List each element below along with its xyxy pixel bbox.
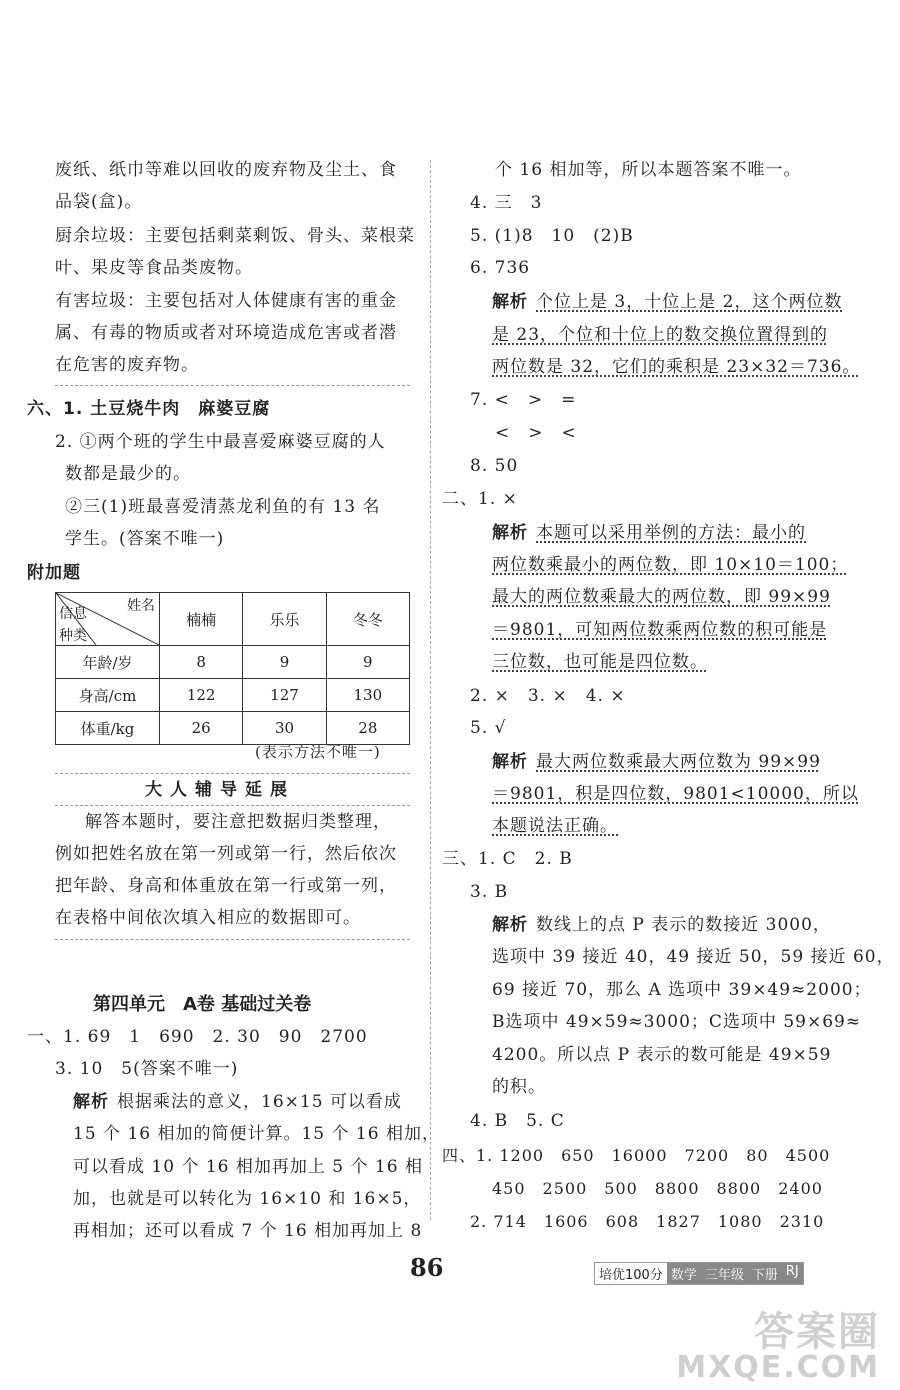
- answer-six-1: 六、1. 土豆烧牛肉 麻婆豆腐: [27, 399, 271, 419]
- table-cell: 9: [326, 646, 409, 679]
- explanation-line: [492, 747, 821, 777]
- table-header-cell: 冬冬: [326, 593, 409, 646]
- answer-one-3: 3. 10 5(答案不唯一): [55, 1059, 239, 1079]
- explanation-line: 的积。: [492, 1077, 546, 1097]
- book-name: 培优100分: [599, 1268, 663, 1283]
- answer-two-1: 二、1. ×: [442, 489, 518, 509]
- divider: [55, 385, 410, 386]
- answer-6: 6. 736: [470, 258, 531, 278]
- explanation-text: 数线上的点 P 表示的数接近 3000，: [536, 915, 831, 935]
- table-cell: 9: [243, 646, 326, 679]
- answer-three-3: 3. B: [470, 882, 509, 902]
- explanation-text: 个位上是 3，十位上是 2，这个两位数: [536, 292, 843, 312]
- explanation-line: [492, 518, 806, 548]
- answer-six-2: 2. ①两个班的学生中最喜爱麻婆豆腐的人: [55, 432, 386, 452]
- table-cell: 122: [160, 679, 243, 712]
- explanation-label: 解析: [492, 915, 528, 935]
- explanation-label: 解析: [492, 752, 528, 772]
- book-subject: 数学: [667, 1263, 701, 1284]
- explanation-line: 69 接近 70，那么 A 选项中 39×49≈2000；: [492, 980, 872, 1000]
- explanation-line: 加，也就是可以转化为 16×10 和 16×5，: [73, 1189, 422, 1209]
- answer-six-2-cont: 数都是最少的。: [65, 464, 191, 484]
- adult-guide-title: 大人辅导延展: [145, 780, 295, 800]
- answer-four-1: 四、1. 1200 650 16000 7200 80 4500: [442, 1146, 831, 1165]
- book-label: [594, 1262, 804, 1285]
- explanation-line: 可以看成 10 个 16 相加再加上 5 个 16 相: [73, 1157, 423, 1177]
- adult-guide-line: 在表格中间依次填入相应的数据即可。: [55, 908, 361, 928]
- explanation-line: [492, 287, 842, 317]
- explanation-line: 15 个 16 相加的简便计算。15 个 16 相加，: [73, 1124, 440, 1144]
- explanation-line: B选项中 49×59≈3000；C选项中 59×69≈: [492, 1012, 862, 1032]
- text-line: 属、有毒的物质或者对环境造成危害或者潜: [55, 323, 397, 343]
- table-note: (表示方法不唯一): [255, 743, 381, 761]
- text-line: 厨余垃圾：主要包括剩菜剩饭、骨头、菜根菜: [55, 226, 415, 246]
- row-label: 体重/kg: [56, 712, 160, 745]
- table-cell: 26: [160, 712, 243, 745]
- answer-six-2-b-cont: 学生。(答案不唯一): [65, 529, 225, 549]
- answer-three-1-2: 三、1. C 2. B: [442, 849, 573, 869]
- text-line: 品袋(盒)。: [55, 192, 143, 212]
- answer-two-2-4: 2. × 3. × 4. ×: [470, 686, 626, 706]
- answer-two-5: 5. √: [470, 718, 507, 738]
- answer-table: [55, 592, 410, 745]
- explanation-text: 根据乘法的意义，16×15 可以看成: [117, 1092, 402, 1112]
- answer-four-2: 2. 714 1606 608 1827 1080 2310: [470, 1212, 825, 1231]
- book-grade: 三年级: [701, 1263, 748, 1284]
- answer-4: 4. 三 3: [470, 193, 543, 213]
- explanation-line: 两位数是 32，它们的乘积是 23×32＝736。: [492, 357, 861, 377]
- answer-5: 5. (1)8 10 (2)B: [470, 226, 634, 246]
- divider: [55, 939, 410, 940]
- text-line: 在危害的废弃物。: [55, 355, 199, 375]
- explanation-line: 两位数乘最小的两位数，即 10×10＝100；: [492, 555, 849, 575]
- explanation-line: 三位数，也可能是四位数。: [492, 652, 708, 672]
- row-label: 身高/cm: [56, 679, 160, 712]
- text-line: 叶、果皮等食品类废物。: [55, 258, 253, 278]
- answer-three-4-5: 4. B 5. C: [470, 1111, 565, 1131]
- explanation-line: 再相加；还可以看成 7 个 16 相加再加上 8: [73, 1221, 423, 1241]
- book-volume: 下册: [748, 1263, 782, 1284]
- divider: [55, 805, 410, 806]
- watermark-logo: 答案圈: [754, 1309, 880, 1355]
- adult-guide-line: 例如把姓名放在第一列或第一行，然后依次: [55, 844, 397, 864]
- text-line: 个 16 相加等，所以本题答案不唯一。: [495, 160, 802, 180]
- book-edition: RJ: [782, 1263, 803, 1284]
- explanation-line: ＝9801，可知两位数乘两位数的积可能是: [492, 620, 828, 640]
- text-line: 废纸、纸巾等难以回收的废弃物及尘土、食: [55, 160, 397, 180]
- answer-7-cont: < > <: [495, 423, 577, 443]
- adult-guide-line: 把年龄、身高和体重放在第一行或第一列，: [55, 876, 397, 896]
- text-line: 有害垃圾：主要包括对人体健康有害的重金: [55, 291, 397, 311]
- table-cell: 8: [160, 646, 243, 679]
- explanation-label: 解析: [492, 523, 528, 543]
- explanation-line: 4200。所以点 P 表示的数可能是 49×59: [492, 1045, 832, 1065]
- unit-title: 第四单元 A卷 基础过关卷: [93, 994, 312, 1015]
- table-row: [56, 679, 410, 712]
- explanation-line: [492, 910, 831, 940]
- answer-four-1-cont: 450 2500 500 8800 8800 2400: [492, 1179, 823, 1198]
- corner-label-type: 种类: [59, 628, 87, 644]
- table-header-cell: 乐乐: [243, 593, 326, 646]
- explanation-line: 最大的两位数乘最大的两位数，即 99×99: [492, 587, 831, 607]
- table-corner-cell: [56, 593, 160, 646]
- explanation-line: 选项中 39 接近 40，49 接近 50，59 接近 60，: [492, 947, 895, 967]
- column-divider: [430, 160, 431, 1220]
- explanation-label: 解析: [492, 292, 528, 312]
- explanation-label: 解析: [73, 1092, 109, 1112]
- explanation-line: 本题说法正确。: [492, 816, 618, 836]
- row-label: 年龄/岁: [56, 646, 160, 679]
- explanation-line: [73, 1087, 402, 1117]
- answer-six-2-b: ②三(1)班最喜爱清蒸龙利鱼的有 13 名: [65, 497, 381, 517]
- extra-question-title: 附加题: [27, 563, 81, 583]
- table-cell: 28: [326, 712, 409, 745]
- table-cell: 30: [243, 712, 326, 745]
- page-number: 86: [410, 1253, 444, 1282]
- explanation-line: ＝9801，积是四位数，9801<10000，所以: [492, 784, 859, 804]
- table-cell: 130: [326, 679, 409, 712]
- table-header-cell: 楠楠: [160, 593, 243, 646]
- adult-guide-line: 解答本题时，要注意把数据归类整理，: [85, 812, 391, 832]
- table-cell: 127: [243, 679, 326, 712]
- explanation-line: 是 23，个位和十位上的数交换位置得到的: [492, 325, 829, 345]
- watermark-url: MXQE.COM: [676, 1350, 880, 1385]
- explanation-text: 最大两位数乘最大两位数为 99×99: [536, 752, 821, 772]
- table-row: [56, 646, 410, 679]
- corner-label-name: 姓名: [127, 598, 155, 614]
- answer-7: 7. < > =: [470, 390, 577, 410]
- answer-8: 8. 50: [470, 456, 519, 476]
- divider: [55, 773, 410, 774]
- explanation-text: 本题可以采用举例的方法：最小的: [536, 523, 806, 543]
- corner-label-info: 信息: [59, 606, 87, 622]
- answer-one-1: 一、1. 69 1 690 2. 30 90 2700: [27, 1027, 368, 1047]
